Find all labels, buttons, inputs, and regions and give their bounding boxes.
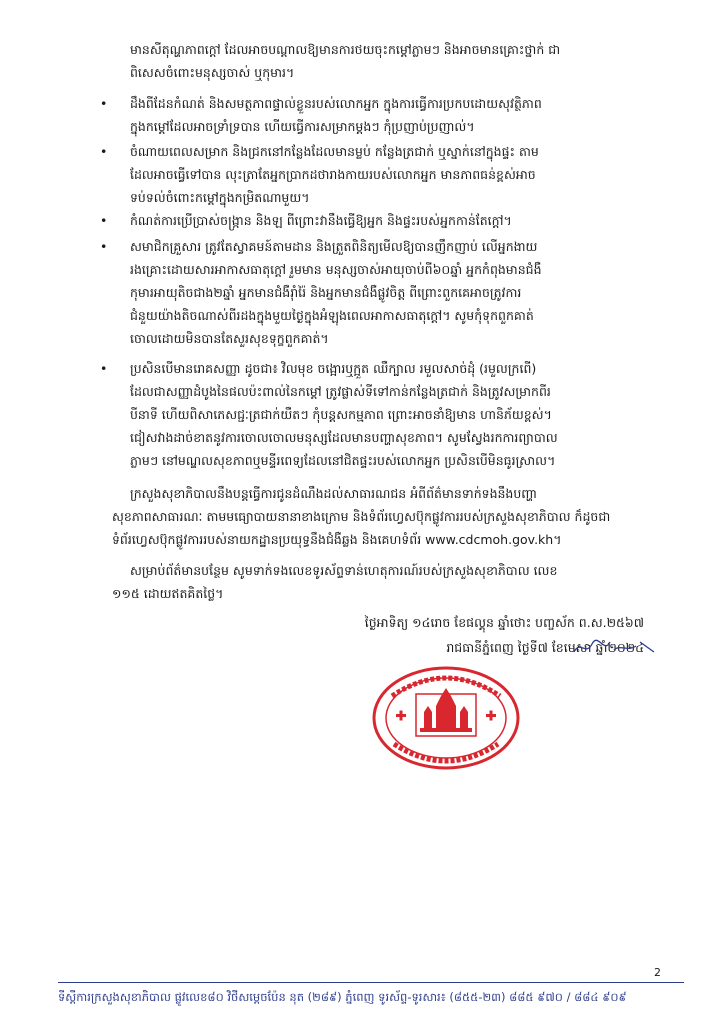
text-line: ចោលដោយមិនបានតែសួរសុខទុក្ខពួកគាត់។ [130, 331, 329, 346]
bullet-symbol: • [100, 361, 108, 376]
ministry-paragraph [112, 482, 682, 551]
text-line: ប្រសិនបើមានរោគសញ្ញា ដូចជា៖ វិលមុខ ចង្អោរឬក្អួត ឈឺក្បាល រមួលសាច់ដុំ (រមួលក្រពើ) [130, 361, 537, 376]
page-number: 2 [654, 966, 661, 979]
text-line: កំណត់ការប្រើប្រាស់ចង្ក្រាន និងឡ ពីព្រោះវានឹងធ្វើឱ្យអ្នក និងផ្ទះរបស់អ្នកកាន់តែក្តៅ។ [130, 213, 512, 228]
bullet-item [100, 92, 682, 138]
lunar-date: ថ្ងៃអាទិត្យ ១៤រោច ខែផល្គុន ឆ្នាំថោះ បញ្ចស័ក ព.ស.២៥៦៧ [364, 615, 644, 630]
text-line: ក្រសួងសុខាភិបាលនឹងបន្តធ្វើការជូនដំណឹងដល់សាធារណជន អំពីព័ត៌មានទាក់ទងនឹងបញ្ហា [130, 486, 537, 501]
text-line: ដែលអាចធ្វើទៅបាន លុះត្រាតែអ្នកប្រាកដថារាងកាយរបស់លោកអ្នក មានភាពធន់ខ្ពស់អាច [130, 167, 536, 182]
bullet-item [100, 357, 682, 472]
footer-divider [58, 982, 684, 983]
bullet-symbol: • [100, 144, 108, 159]
bullet-item [100, 235, 682, 350]
bullet-symbol: • [100, 213, 108, 228]
text-line: សុខភាពសាធារណៈ តាមមធ្យោបាយនានាខាងក្រោម និងទំព័រហ្វេសប៊ុកផ្លូវការរបស់ក្រសួងសុខាភិបាល ក៏ដូចជា [112, 509, 611, 524]
ministry-seal-stamp [372, 666, 520, 770]
intro-paragraph [130, 38, 682, 84]
text-line: ទំព័រហ្វេសប៊ុកផ្លូវការរបស់នាយកដ្ឋានប្រយុទ្ធនឹងជំងឺឆ្លង និងគេហទំព័រ www.cdcmoh.gov.kh។ [112, 532, 562, 547]
text-line: កុមារអាយុតិចជាង២ឆ្នាំ អ្នកមានជំងឺរ៉ាំរ៉ៃ និងអ្នកមានជំងឺផ្លូវចិត្ត ពីព្រោះពួកគេអាចត្រូវការ [130, 285, 522, 300]
contact-paragraph [112, 559, 682, 605]
text-line: ចំណាយពេលសម្រាក និងជ្រកនៅកន្លែងដែលមានម្លប់ កន្លែងត្រជាក់ ឬស្នាក់នៅក្នុងផ្ទះ តាម [130, 144, 539, 159]
bullet-symbol: • [100, 239, 108, 254]
bullet-item [100, 140, 682, 209]
text-line: មានសីតុណ្ហភាពក្តៅ ដែលអាចបណ្តាលឱ្យមានការថយចុះកម្តៅភ្លាមៗ និងអាចមានគ្រោះថ្នាក់ ជា [130, 42, 561, 57]
text-line: បីនាទី ហើយពិសាភេសជ្ជៈត្រជាក់យឺតៗ កុំបន្តសកម្មភាព ព្រោះអាចនាំឱ្យមាន ហានិភ័យខ្ពស់។ [130, 407, 552, 422]
text-line: សម្រាប់ព័ត៌មានបន្ថែម សូមទាក់ទងលេខទូរស័ព្ទទាន់ហេតុការណ៍របស់ក្រសួងសុខាភិបាល លេខ [130, 563, 558, 578]
bullet-symbol: • [100, 96, 108, 111]
bullet-item [100, 209, 682, 232]
text-line: រងគ្រោះដោយសារអាកាសធាតុក្តៅ រួមមាន មនុស្សចាស់អាយុចាប់ពី៦០ឆ្នាំ អ្នកកំពុងមានជំងឺ [130, 262, 542, 277]
text-line: ជំនួយយ៉ាងតិចណាស់ពីរដងក្នុងមួយថ្ងៃក្នុងអំឡុងពេលអាកាសធាតុក្តៅ។ សូមកុំទុកពួកគាត់ [130, 308, 534, 323]
text-line: ក្នុងកម្តៅដែលអាចទ្រាំទ្របាន ហើយធ្វើការសម្រាកម្តងៗ កុំប្រញាប់ប្រញាល់។ [130, 119, 475, 134]
text-line: ដឹងពីដែនកំណត់ និងសមត្ថភាពផ្ទាល់ខ្លួនរបស់លោកអ្នក ក្នុងការធ្វើការប្រកបដោយសុវត្ថិភាព [130, 96, 542, 111]
footer-address: ទីស្តីការក្រសួងសុខាភិបាល ផ្លូវលេខ៨០ វិថីសម្តេចប៉ែន នុត (២៨៩) ភ្នំពេញ ទូរស័ព្ទ-ទូរសារ៖ (៨៥៥-២៣) ៨៨៥ ៩៧០ / ៨៨៤ ៩០៩ [58, 990, 627, 1004]
text-line: ពិសេសចំពោះមនុស្សចាស់ ឬកុមារ។ [130, 65, 295, 80]
text-line: ១១៥ ដោយឥតគិតថ្លៃ។ [112, 586, 224, 601]
text-line: ជៀសវាងដាច់ខាតនូវការចោលចោលមនុស្សដែលមានបញ្ហាសុខភាព។ សូមស្វែងរកការព្យាបាល [130, 430, 558, 445]
signature-mark [570, 636, 660, 658]
text-line: ដែលជាសញ្ញាដំបូងនៃផលប៉ះពាល់នៃកម្តៅ ត្រូវផ្លាស់ទីទៅកាន់កន្លែងត្រជាក់ និងត្រូវសម្រាកពីរ [130, 384, 551, 399]
solar-date: រាជធានីភ្នំពេញ ថ្ងៃទី៧ ខែមេសា ឆ្នាំ២០២៤ [446, 640, 644, 655]
text-line: សមាជិកគ្រួសារ ត្រូវតែស្វាគមន៍តាមដាន និងត្រួតពិនិត្យមើលឱ្យបានញឹកញាប់ លើអ្នកងាយ [130, 239, 538, 254]
text-line: ភ្លាមៗ នៅមណ្ឌលសុខភាពឬមន្ទីរពេទ្យដែលនៅជិតផ្ទះរបស់លោកអ្នក ប្រសិនបើមិនធូរស្រាល។ [130, 453, 556, 468]
text-line: ទប់ទល់ចំពោះកម្តៅក្នុងកម្រិតណាមួយ។ [130, 190, 310, 205]
